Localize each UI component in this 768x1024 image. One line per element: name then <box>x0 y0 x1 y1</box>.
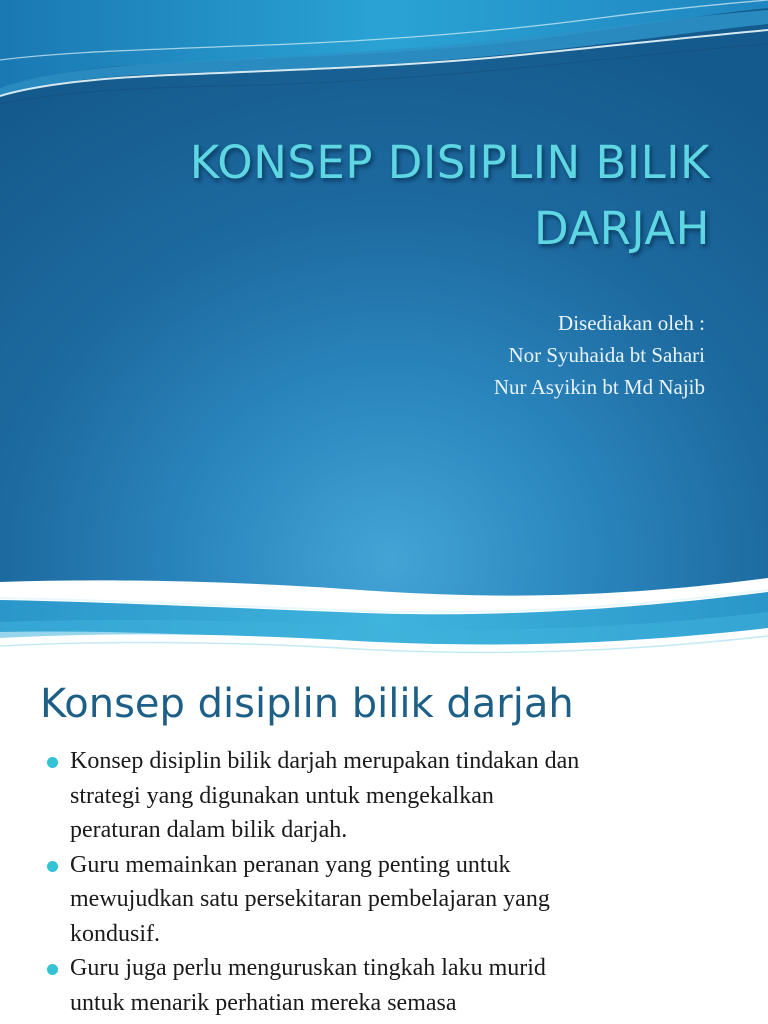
bullet-line: Guru memainkan peranan yang penting untuk <box>70 851 511 878</box>
bullet-line: strategi yang digunakan untuk mengekalkan <box>70 782 494 809</box>
bullet-line: mewujudkan satu persekitaran pembelajaran yang <box>70 886 550 912</box>
title-line-1: KONSEP DISIPLIN BILIK <box>189 136 710 189</box>
bullet-icon <box>47 861 58 872</box>
bullet-line: peraturan dalam bilik darjah. <box>70 817 348 843</box>
author-name: Nor Syuhaida bt Sahari <box>508 343 705 367</box>
bullet-line: kondusif. <box>70 920 160 947</box>
author-name: Nur Asyikin bt Md Najib <box>493 375 705 399</box>
bullet-icon <box>47 757 58 768</box>
bullet-item <box>40 951 740 1020</box>
bullet-line: Guru juga perlu menguruskan tingkah laku murid <box>70 955 546 981</box>
bullet-line: Konsep disiplin bilik darjah merupakan tindakan dan <box>70 748 580 774</box>
bullet-item <box>40 848 740 952</box>
title-line-2: DARJAH <box>533 202 710 255</box>
bullet-list <box>40 744 740 1020</box>
prepared-by-label: Disediakan oleh : <box>558 311 705 335</box>
bullet-item <box>40 744 740 848</box>
author-block <box>300 307 705 403</box>
content-slide <box>0 665 768 1024</box>
slide-heading: Konsep disiplin bilik darjah <box>40 681 574 727</box>
bullet-icon <box>47 964 58 975</box>
slide-title <box>60 130 710 262</box>
bullet-line: untuk menarik perhatian mereka semasa <box>70 989 457 1016</box>
